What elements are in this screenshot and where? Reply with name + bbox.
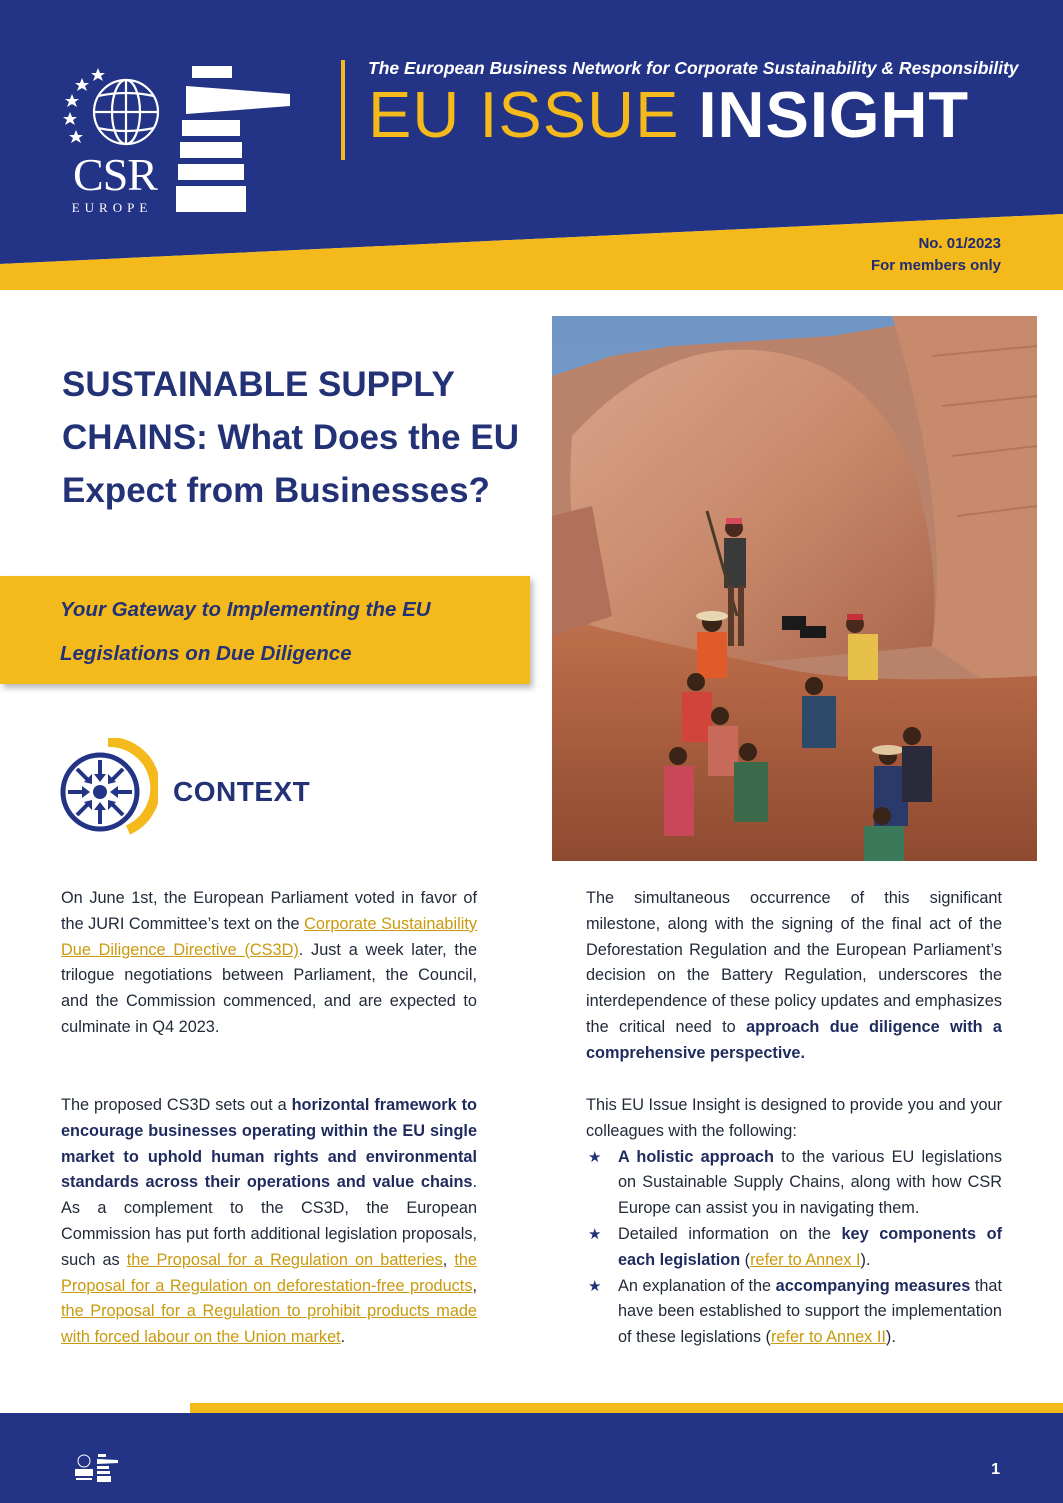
issue-info: [871, 233, 1001, 277]
batteries-regulation-link[interactable]: the Proposal for a Regulation on batteries: [126, 1250, 443, 1269]
publication-title: [368, 78, 969, 152]
logo-europe-text: EUROPE: [71, 200, 153, 215]
star-bullet-icon: ★: [588, 1148, 602, 1166]
text: ,: [442, 1250, 455, 1269]
list-item: [586, 1222, 1002, 1274]
emphasis-text: horizontal framework to encourage businesses operating within the EU single market to uphold human rights and environmental standards across their operations and value chains: [61, 1096, 477, 1192]
title-line-3: Expect from Businesses?: [62, 471, 490, 510]
annex-2-link[interactable]: refer to Annex II: [770, 1328, 886, 1347]
star-bullet-icon: ★: [588, 1225, 602, 1243]
text: The proposed CS3D sets out a: [61, 1096, 292, 1114]
intro-text: This EU Issue Insight is designed to provide you and your colleagues with the following:: [586, 1096, 1002, 1140]
forced-labour-regulation-link[interactable]: the Proposal for a Regulation to prohibit products made with forced labour on the Union market: [61, 1302, 477, 1347]
text: ).: [885, 1328, 896, 1347]
text: Detailed information on the: [618, 1224, 842, 1243]
title-line-2: CHAINS: What Does the EU: [62, 418, 519, 457]
emphasis-text: approach due diligence with a comprehensive perspective.: [586, 1017, 1002, 1062]
paragraph-cs3d-vote: [61, 886, 477, 1041]
title-insight: INSIGHT: [698, 78, 970, 151]
footer-accent-bar: [190, 1403, 1063, 1413]
arrows-converging-icon: [58, 738, 158, 838]
text: ).: [860, 1250, 871, 1269]
header-divider: [341, 60, 345, 160]
emphasis-text: key components of each legislation: [618, 1224, 1002, 1269]
list-item: [586, 1274, 1002, 1351]
emphasis-text: A holistic approach: [618, 1147, 774, 1166]
deforestation-regulation-link[interactable]: the Proposal for a Regulation on deforestation-free products: [61, 1250, 477, 1295]
mining-workers-photo: [552, 316, 1037, 861]
cs3d-link[interactable]: Corporate Sustainability Due Diligence Directive (CS3D): [61, 914, 477, 959]
page-title: [62, 358, 532, 517]
footer-bar: [0, 1413, 1063, 1503]
text: On June 1st, the European Parliament voted in favor of the JURI Committee’s text on the: [61, 889, 477, 933]
title-eu-issue: EU ISSUE: [368, 78, 680, 151]
text: .: [340, 1328, 346, 1347]
logo-csr-text: CSR: [73, 149, 157, 200]
subtitle-line-2: Legislations on Due Diligence: [60, 642, 352, 665]
text: . As a complement to the CS3D, the European Commission has put forth additional legislation proposals, such as: [61, 1173, 477, 1269]
text: that have been established to support the implementation of these legislations (: [618, 1276, 1003, 1347]
paragraph-cs3d-framework: [61, 1093, 477, 1351]
paragraph-insight-contents: [586, 1093, 1002, 1351]
subtitle: [60, 588, 510, 676]
audience-label: For members only: [870, 257, 1001, 274]
text: . Just a week later, the trilogue negotiations between Parliament, the Council, and the Commission commenced, and are expected to culminate in Q4 2023.: [61, 940, 477, 1036]
text: The simultaneous occurrence of this significant milestone, along with the signing of the final act of the Deforestation Regulation and the European Parliament’s decision on the Battery Regulation, underscores the interdependence of these policy updates and emphasizes the critical need to: [586, 889, 1002, 1036]
text: to the various EU legislations on Sustainable Supply Chains, along with how CSR Europe can assist you in navigating them.: [618, 1147, 1002, 1218]
context-heading: CONTEXT: [173, 776, 311, 807]
network-tagline: The European Business Network for Corporate Sustainability & Responsibility: [368, 58, 1019, 78]
paragraph-interdependence: [586, 886, 1002, 1067]
issue-number: No. 01/2023: [918, 235, 1001, 252]
contents-list: [586, 1145, 1002, 1351]
annex-1-link[interactable]: refer to Annex I: [750, 1250, 861, 1269]
title-line-1: SUSTAINABLE SUPPLY: [62, 365, 455, 404]
star-bullet-icon: ★: [588, 1277, 602, 1295]
list-item: [586, 1145, 1002, 1222]
emphasis-text: accompanying measures: [775, 1276, 971, 1295]
lighthouse-icon: [176, 66, 290, 212]
globe-icon: [94, 80, 158, 144]
subtitle-line-1: Your Gateway to Implementing the EU: [60, 598, 431, 621]
footer-logo-icon: [72, 1452, 122, 1486]
page-number: 1: [991, 1461, 1000, 1478]
text: ,: [472, 1276, 477, 1295]
stars-icon: [63, 68, 105, 143]
text: An explanation of the: [618, 1276, 776, 1295]
text: (: [740, 1250, 751, 1269]
